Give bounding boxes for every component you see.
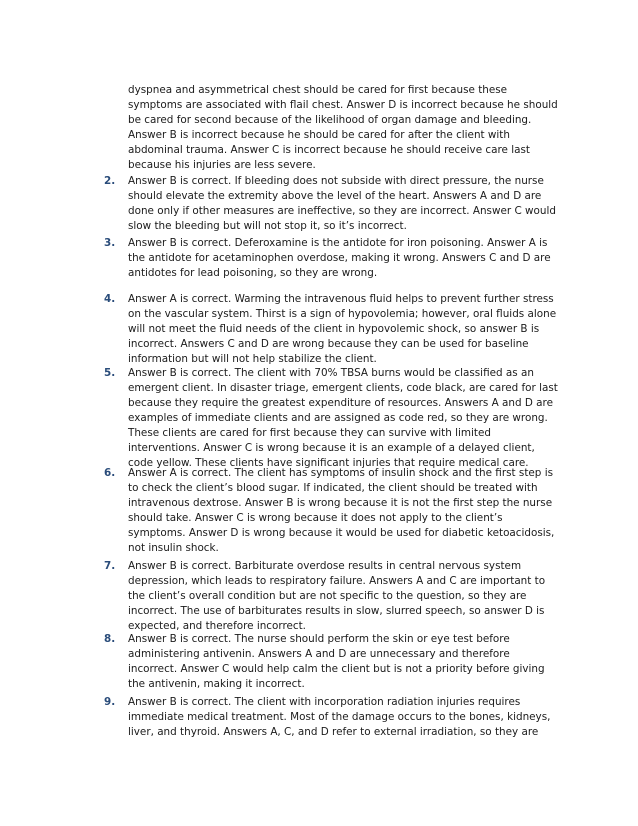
answer-text: Answer B is correct. The client with incorporation radiation injuries requires immediate medical treatment. Most of the damage occurs to the bones, kidneys, liver, and thyroid. Answers A, C, and D refer to external irradiation, so they are xyxy=(128,696,551,738)
answer-number: 9. xyxy=(104,696,116,708)
answer-number: 6. xyxy=(104,467,116,479)
answer-number: 3. xyxy=(104,237,116,249)
answer-text: Answer B is correct. The client with 70% TBSA burns would be classified as an emergent client. In disaster triage, emergent clients, code black, are cared for last because they require the greatest expenditure of resources. Answers A and D are examples of immediate clients and are assigned as code red, so they are wrong. These clients are cared for first because they can survive with limited interventions. Answer C is wrong because it is an example of a delayed client, code yellow. These clients have significant injuries that require medical care. xyxy=(128,367,558,469)
answer-number: 7. xyxy=(104,560,116,572)
answer-number: 2. xyxy=(104,175,116,187)
answer-number: 4. xyxy=(104,293,116,305)
answer-text: Answer B is correct. If bleeding does not subside with direct pressure, the nurse should elevate the extremity above the level of the heart. Answers A and D are done only if other measures are ineffective, so they are incorrect. Answer C would slow the bleeding but will not stop it, so it’s incorrect. xyxy=(128,175,556,232)
answer-number: 5. xyxy=(104,367,116,379)
answer-text: Answer A is correct. The client has symptoms of insulin shock and the first step is to check the client’s blood sugar. If indicated, the client should be treated with intravenous dextrose. Answer B is wrong because it is not the first step the nurse should take. Answer C is wrong because it does not apply to the client’s symptoms. Answer D is wrong because it would be used for diabetic ketoacidosis, not insulin shock. xyxy=(128,467,555,554)
answer-text: Answer B is correct. Deferoxamine is the antidote for iron poisoning. Answer A is the antidote for acetaminophen overdose, making it wrong. Answers C and D are antidotes for lead poisoning, so they are wrong. xyxy=(128,237,551,279)
answer-text: Answer B is correct. Barbiturate overdose results in central nervous system depression, which leads to respiratory failure. Answers A and C are important to the client’s overall condition but are not specific to the question, so they are incorrect. The use of barbiturates results in slow, slurred speech, so answer D is expected, and therefore incorrect. xyxy=(128,560,546,632)
answer-number: 8. xyxy=(104,633,116,645)
continued-answer-text: dyspnea and asymmetrical chest should be cared for first because these symptoms are associated with flail chest. Answer D is incorrect because he should be cared for second because of the likelihood of organ damage and bleeding. Answer B is incorrect because he should be cared for after the client with abdominal trauma. Answer C is incorrect because he should receive care last because his injuries are less severe. xyxy=(128,84,558,171)
answer-text: Answer B is correct. The nurse should perform the skin or eye test before administering antivenin. Answers A and D are unnecessary and therefore incorrect. Answer C would help calm the client but is not a priority before giving the antivenin, making it incorrect. xyxy=(128,633,545,690)
answer-text: Answer A is correct. Warming the intravenous fluid helps to prevent further stress on the vascular system. Thirst is a sign of hypovolemia; however, oral fluids alone will not meet the fluid needs of the client in hypovolemic shock, so answer B is incorrect. Answers C and D are wrong because they can be used for baseline information but will not help stabilize the client. xyxy=(128,293,557,365)
